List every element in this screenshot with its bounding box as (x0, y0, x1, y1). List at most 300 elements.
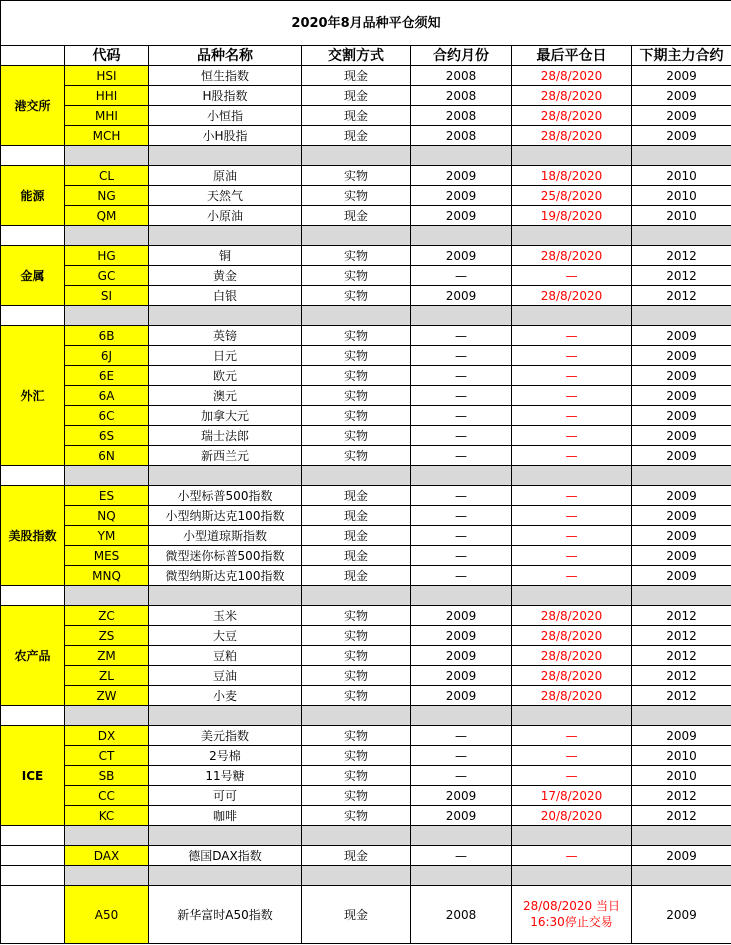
table-row (1, 486, 731, 506)
header-month: 合约月份 (411, 46, 512, 66)
product-name: 微型纳斯达克100指数 (149, 566, 302, 586)
separator-row (1, 226, 731, 246)
separator-row (1, 586, 731, 606)
separator-cell (302, 466, 411, 486)
contract-month: — (411, 746, 512, 766)
table-row (1, 626, 731, 646)
separator-cell (411, 306, 512, 326)
table-row (1, 766, 731, 786)
last-close-date: — (512, 266, 632, 286)
next-main-contract: 2009 (632, 406, 731, 426)
product-code: 6E (65, 366, 149, 386)
delivery-method: 实物 (302, 686, 411, 706)
delivery-method: 实物 (302, 426, 411, 446)
delivery-method: 实物 (302, 806, 411, 826)
separator-row (1, 706, 731, 726)
table-row (1, 326, 731, 346)
last-close-date: 28/8/2020 (512, 666, 632, 686)
product-name: 小型纳斯达克100指数 (149, 506, 302, 526)
product-code: YM (65, 526, 149, 546)
contract-month: — (411, 346, 512, 366)
product-name: 日元 (149, 346, 302, 366)
separator-cell (512, 586, 632, 606)
product-name: 加拿大元 (149, 406, 302, 426)
last-close-date: — (512, 366, 632, 386)
separator-cell (149, 146, 302, 166)
table-row (1, 86, 731, 106)
contract-month: 2009 (411, 186, 512, 206)
product-code: 6C (65, 406, 149, 426)
group-label: 港交所 (1, 66, 65, 146)
separator-cell (512, 866, 632, 886)
contract-month: — (411, 326, 512, 346)
next-main-contract: 2009 (632, 66, 731, 86)
delivery-method: 现金 (302, 106, 411, 126)
separator-cell (632, 586, 731, 606)
separator-cell (149, 586, 302, 606)
delivery-method: 实物 (302, 726, 411, 746)
table-row (1, 186, 731, 206)
contract-month: — (411, 406, 512, 426)
next-main-contract: 2012 (632, 686, 731, 706)
delivery-method: 实物 (302, 186, 411, 206)
next-main-contract: 2009 (632, 546, 731, 566)
product-code: 6A (65, 386, 149, 406)
product-code: 6B (65, 326, 149, 346)
separator-cell (302, 306, 411, 326)
last-close-date: — (512, 326, 632, 346)
next-main-contract: 2009 (632, 106, 731, 126)
separator-cell (1, 706, 65, 726)
separator-cell (149, 306, 302, 326)
contract-month: 2009 (411, 666, 512, 686)
product-code: GC (65, 266, 149, 286)
group-label: ICE (1, 726, 65, 826)
product-code: KC (65, 806, 149, 826)
last-close-date: 28/8/2020 (512, 86, 632, 106)
next-main-contract: 2012 (632, 246, 731, 266)
table-row (1, 66, 731, 86)
separator-cell (65, 466, 149, 486)
delivery-method: 实物 (302, 746, 411, 766)
table-row (1, 666, 731, 686)
product-name: H股指数 (149, 86, 302, 106)
last-close-date: — (512, 766, 632, 786)
last-close-date: — (512, 726, 632, 746)
separator-cell (1, 466, 65, 486)
next-main-contract: 2012 (632, 786, 731, 806)
last-close-date: — (512, 746, 632, 766)
separator-cell (302, 826, 411, 846)
table-row (1, 726, 731, 746)
last-close-date: 28/8/2020 (512, 286, 632, 306)
product-name: 大豆 (149, 626, 302, 646)
separator-row (1, 306, 731, 326)
contract-month: 2008 (411, 66, 512, 86)
product-name: 德国DAX指数 (149, 846, 302, 866)
separator-cell (632, 826, 731, 846)
separator-cell (65, 306, 149, 326)
product-name: 黄金 (149, 266, 302, 286)
last-close-date: — (512, 346, 632, 366)
last-close-date: — (512, 486, 632, 506)
contract-month: — (411, 486, 512, 506)
product-name: 瑞士法郎 (149, 426, 302, 446)
contract-month: 2009 (411, 286, 512, 306)
product-name: 天然气 (149, 186, 302, 206)
last-close-date: — (512, 386, 632, 406)
delivery-method: 实物 (302, 246, 411, 266)
delivery-method: 实物 (302, 366, 411, 386)
product-code: NG (65, 186, 149, 206)
separator-cell (632, 466, 731, 486)
product-name: 微型迷你标普500指数 (149, 546, 302, 566)
header-code: 代码 (65, 46, 149, 66)
next-main-contract: 2009 (632, 346, 731, 366)
separator-cell (65, 586, 149, 606)
delivery-method: 实物 (302, 386, 411, 406)
contract-month: 2009 (411, 166, 512, 186)
next-main-contract: 2009 (632, 126, 731, 146)
last-close-date: 17/8/2020 (512, 786, 632, 806)
contract-month: 2009 (411, 606, 512, 626)
separator-row (1, 146, 731, 166)
next-main-contract: 2009 (632, 366, 731, 386)
next-main-contract: 2010 (632, 206, 731, 226)
last-close-date: — (512, 846, 632, 866)
table-row (1, 206, 731, 226)
product-name: 英镑 (149, 326, 302, 346)
separator-row (1, 826, 731, 846)
table-row (1, 246, 731, 266)
delivery-method: 实物 (302, 646, 411, 666)
last-close-date: — (512, 426, 632, 446)
group-label: 金属 (1, 246, 65, 306)
separator-cell (149, 226, 302, 246)
contract-month: — (411, 546, 512, 566)
product-code: CL (65, 166, 149, 186)
separator-row (1, 866, 731, 886)
next-main-contract: 2009 (632, 486, 731, 506)
separator-cell (512, 226, 632, 246)
product-code: ES (65, 486, 149, 506)
last-close-date: 19/8/2020 (512, 206, 632, 226)
table-row (1, 106, 731, 126)
next-main-contract: 2010 (632, 746, 731, 766)
contract-month: 2008 (411, 886, 512, 944)
delivery-method: 现金 (302, 526, 411, 546)
table-row (1, 546, 731, 566)
group-label: 能源 (1, 166, 65, 226)
product-code: SB (65, 766, 149, 786)
separator-cell (512, 306, 632, 326)
product-name: 小型道琼斯指数 (149, 526, 302, 546)
product-name: 原油 (149, 166, 302, 186)
separator-cell (149, 866, 302, 886)
product-code: DAX (65, 846, 149, 866)
table-row (1, 286, 731, 306)
separator-cell (149, 826, 302, 846)
product-name: 2号棉 (149, 746, 302, 766)
last-close-date: 28/8/2020 (512, 646, 632, 666)
product-code: HSI (65, 66, 149, 86)
table-row (1, 446, 731, 466)
delivery-method: 现金 (302, 86, 411, 106)
group-label: 美股指数 (1, 486, 65, 586)
table-row (1, 846, 731, 866)
table-row (1, 786, 731, 806)
product-code: 6J (65, 346, 149, 366)
separator-cell (65, 826, 149, 846)
last-close-date: 28/8/2020 (512, 686, 632, 706)
product-name: 咖啡 (149, 806, 302, 826)
product-code: SI (65, 286, 149, 306)
last-close-date: — (512, 526, 632, 546)
next-main-contract: 2009 (632, 506, 731, 526)
next-main-contract: 2012 (632, 666, 731, 686)
separator-cell (302, 866, 411, 886)
header-next-contract: 下期主力合约 (632, 46, 731, 66)
separator-cell (632, 706, 731, 726)
contract-month: 2009 (411, 646, 512, 666)
next-main-contract: 2010 (632, 766, 731, 786)
last-close-date: — (512, 406, 632, 426)
separator-cell (65, 226, 149, 246)
delivery-method: 实物 (302, 346, 411, 366)
last-close-date: 28/8/2020 (512, 246, 632, 266)
product-name: 小麦 (149, 686, 302, 706)
product-name: 铜 (149, 246, 302, 266)
last-close-date: 28/8/2020 (512, 106, 632, 126)
delivery-method: 现金 (302, 506, 411, 526)
product-code: 6N (65, 446, 149, 466)
last-close-date: 28/8/2020 (512, 606, 632, 626)
separator-cell (512, 466, 632, 486)
next-main-contract: 2009 (632, 846, 731, 866)
last-close-date: — (512, 546, 632, 566)
separator-cell (411, 226, 512, 246)
separator-cell (149, 706, 302, 726)
product-name: 豆粕 (149, 646, 302, 666)
product-code: MHI (65, 106, 149, 126)
product-name: 豆油 (149, 666, 302, 686)
group-label: 农产品 (1, 606, 65, 706)
delivery-method: 实物 (302, 626, 411, 646)
product-code: ZC (65, 606, 149, 626)
separator-cell (411, 466, 512, 486)
delivery-method: 实物 (302, 446, 411, 466)
separator-cell (632, 306, 731, 326)
next-main-contract: 2012 (632, 806, 731, 826)
table-row (1, 406, 731, 426)
contract-month: 2009 (411, 246, 512, 266)
contract-month: — (411, 846, 512, 866)
delivery-method: 现金 (302, 486, 411, 506)
contract-month: 2009 (411, 626, 512, 646)
delivery-method: 实物 (302, 406, 411, 426)
contract-month: 2009 (411, 206, 512, 226)
separator-cell (632, 146, 731, 166)
product-code: ZL (65, 666, 149, 686)
last-close-date: 28/8/2020 (512, 66, 632, 86)
next-main-contract: 2009 (632, 426, 731, 446)
separator-cell (1, 586, 65, 606)
last-close-date: — (512, 446, 632, 466)
page-title: 2020年8月品种平仓须知 (1, 1, 731, 46)
product-name: 小H股指 (149, 126, 302, 146)
separator-cell (1, 826, 65, 846)
contract-month: — (411, 426, 512, 446)
next-main-contract: 2009 (632, 566, 731, 586)
separator-cell (149, 466, 302, 486)
table-row (1, 606, 731, 626)
contract-month: — (411, 766, 512, 786)
separator-cell (1, 866, 65, 886)
contract-month: 2009 (411, 686, 512, 706)
delivery-method: 现金 (302, 546, 411, 566)
separator-cell (1, 146, 65, 166)
last-close-date: 28/8/2020 (512, 126, 632, 146)
product-name: 可可 (149, 786, 302, 806)
next-main-contract: 2012 (632, 266, 731, 286)
group-label-empty (1, 846, 65, 866)
product-code: A50 (65, 886, 149, 944)
last-close-date: 28/08/2020 当日16:30停止交易 (512, 886, 632, 944)
separator-cell (512, 146, 632, 166)
separator-cell (65, 146, 149, 166)
next-main-contract: 2010 (632, 186, 731, 206)
separator-cell (302, 226, 411, 246)
delivery-method: 现金 (302, 126, 411, 146)
product-code: CC (65, 786, 149, 806)
next-main-contract: 2009 (632, 726, 731, 746)
header-name: 品种名称 (149, 46, 302, 66)
next-main-contract: 2009 (632, 86, 731, 106)
contract-month: — (411, 446, 512, 466)
product-code: HHI (65, 86, 149, 106)
separator-cell (302, 586, 411, 606)
last-close-date: 25/8/2020 (512, 186, 632, 206)
table-row (1, 806, 731, 826)
product-code: NQ (65, 506, 149, 526)
next-main-contract: 2009 (632, 386, 731, 406)
product-name: 新西兰元 (149, 446, 302, 466)
next-main-contract: 2012 (632, 606, 731, 626)
separator-cell (411, 866, 512, 886)
separator-cell (302, 706, 411, 726)
table-row (1, 126, 731, 146)
separator-cell (411, 826, 512, 846)
table-row (1, 526, 731, 546)
separator-cell (411, 706, 512, 726)
delivery-method: 现金 (302, 206, 411, 226)
header-blank (1, 46, 65, 66)
product-name: 澳元 (149, 386, 302, 406)
product-code: MES (65, 546, 149, 566)
product-code: DX (65, 726, 149, 746)
table-row (1, 266, 731, 286)
table-row (1, 746, 731, 766)
separator-cell (1, 226, 65, 246)
last-close-date: — (512, 506, 632, 526)
separator-cell (302, 146, 411, 166)
table-row (1, 886, 731, 944)
delivery-method: 现金 (302, 66, 411, 86)
separator-cell (512, 706, 632, 726)
delivery-method: 实物 (302, 766, 411, 786)
table-row (1, 686, 731, 706)
contract-month: — (411, 526, 512, 546)
delivery-method: 实物 (302, 606, 411, 626)
group-label-empty (1, 886, 65, 944)
product-name: 小原油 (149, 206, 302, 226)
separator-cell (1, 306, 65, 326)
contract-month: 2008 (411, 86, 512, 106)
product-name: 11号糖 (149, 766, 302, 786)
product-name: 玉米 (149, 606, 302, 626)
next-main-contract: 2009 (632, 526, 731, 546)
table-row (1, 166, 731, 186)
next-main-contract: 2009 (632, 446, 731, 466)
table-row (1, 386, 731, 406)
table-row (1, 566, 731, 586)
contract-month: — (411, 386, 512, 406)
table-row (1, 506, 731, 526)
contract-month: — (411, 266, 512, 286)
next-main-contract: 2009 (632, 326, 731, 346)
product-name: 恒生指数 (149, 66, 302, 86)
last-close-date: 20/8/2020 (512, 806, 632, 826)
product-code: QM (65, 206, 149, 226)
product-code: 6S (65, 426, 149, 446)
delivery-method: 实物 (302, 666, 411, 686)
contract-month: — (411, 726, 512, 746)
next-main-contract: 2012 (632, 626, 731, 646)
separator-cell (632, 866, 731, 886)
product-name: 新华富时A50指数 (149, 886, 302, 944)
table-row (1, 366, 731, 386)
product-code: ZM (65, 646, 149, 666)
product-name: 美元指数 (149, 726, 302, 746)
group-label: 外汇 (1, 326, 65, 466)
product-name: 小恒指 (149, 106, 302, 126)
product-code: HG (65, 246, 149, 266)
product-code: ZS (65, 626, 149, 646)
next-main-contract: 2012 (632, 286, 731, 306)
contract-month: — (411, 506, 512, 526)
next-main-contract: 2012 (632, 646, 731, 666)
product-name: 小型标普500指数 (149, 486, 302, 506)
delivery-method: 现金 (302, 566, 411, 586)
header-method: 交割方式 (302, 46, 411, 66)
product-code: MNQ (65, 566, 149, 586)
delivery-method: 现金 (302, 846, 411, 866)
delivery-method: 现金 (302, 886, 411, 944)
contract-month: 2009 (411, 786, 512, 806)
last-close-date: 28/8/2020 (512, 626, 632, 646)
last-close-date: 18/8/2020 (512, 166, 632, 186)
contract-month: 2008 (411, 126, 512, 146)
contract-month: 2009 (411, 806, 512, 826)
separator-row (1, 466, 731, 486)
contract-month: — (411, 566, 512, 586)
delivery-method: 实物 (302, 266, 411, 286)
delivery-method: 实物 (302, 326, 411, 346)
product-name: 白银 (149, 286, 302, 306)
product-name: 欧元 (149, 366, 302, 386)
table-row (1, 426, 731, 446)
separator-cell (632, 226, 731, 246)
